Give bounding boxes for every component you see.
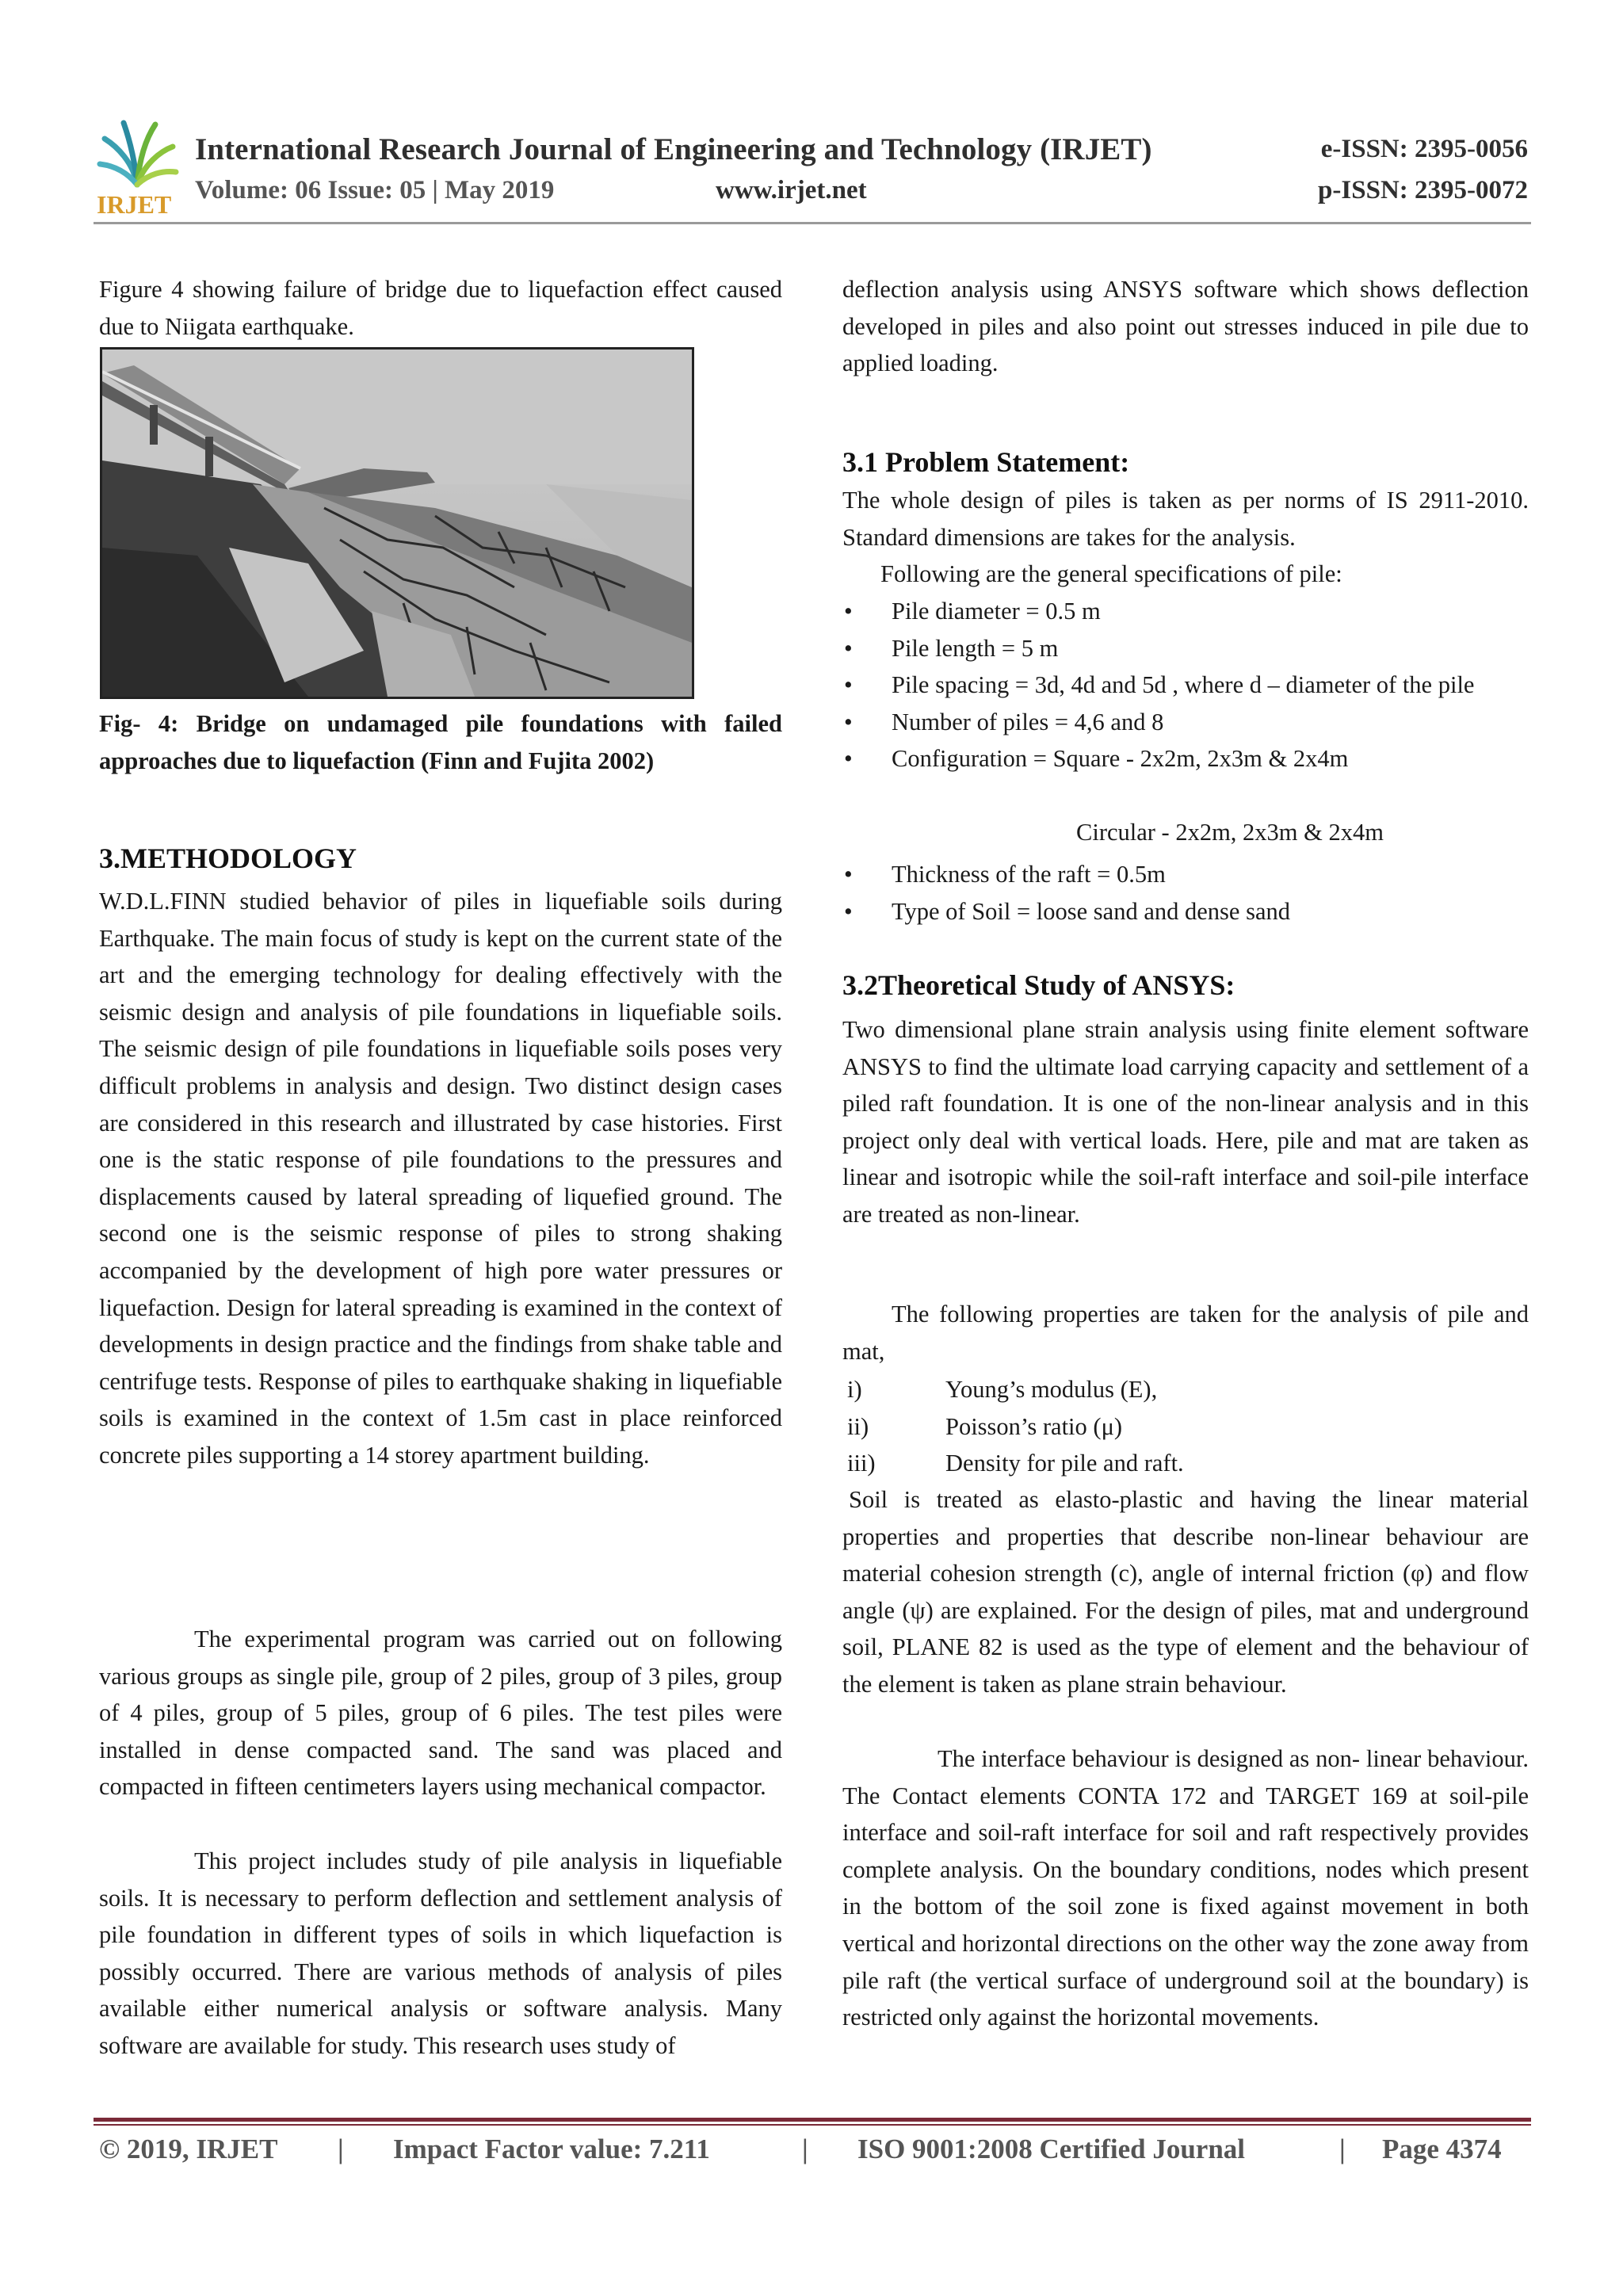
p-issn: p-ISSN: 2395-0072 xyxy=(1318,176,1528,204)
list-item: • Type of Soil = loose sand and dense sand xyxy=(842,893,1529,930)
list-item: i) Young’s modulus (E), xyxy=(847,1376,1158,1403)
specifications-intro: Following are the general specifications of pile: xyxy=(880,560,1342,587)
e-issn: e-ISSN: 2395-0056 xyxy=(1320,135,1528,163)
footer-copyright: © 2019, IRJET xyxy=(99,2134,278,2164)
list-item: • Pile spacing = 3d, 4d and 5d , where d – diameter of the pile xyxy=(842,667,1529,704)
journal-website-link[interactable]: www.irjet.net xyxy=(716,176,867,204)
list-item: • Pile diameter = 0.5 m xyxy=(842,593,1529,630)
footer-separator: | xyxy=(338,2134,344,2164)
ansys-heading: 3.2Theoretical Study of ANSYS: xyxy=(842,969,1235,1001)
configuration-circular: Circular - 2x2m, 2x3m & 2x4m xyxy=(1076,819,1384,846)
properties-list xyxy=(842,1371,1529,1482)
figure-4-caption: Fig- 4: Bridge on undamaged pile foundations with failed approaches due to liquefaction (Finn and Fujita 2002) xyxy=(99,710,782,774)
pile-specifications-list-continued xyxy=(842,856,1529,930)
list-item: • Configuration = Square - 2x2m, 2x3m & 2x4m xyxy=(842,740,1529,777)
list-item: • Pile length = 5 m xyxy=(842,630,1529,667)
footer-separator: | xyxy=(1339,2134,1346,2164)
ansys-paragraph-4: The interface behaviour is designed as non- linear behaviour. The Contact elements CONTA 172 and TARGET 169 at soil-pile interface and soil-raft interface for soil and raft respectively provides complete analysis. On the boundary conditions, nodes which present in the bottom of the soil zone is fixed against movement in both vertical and horizontal directions on the other way the zone away from pile raft (the vertical surface of underground soil at the boundary) is restricted only against the horizontal movements. xyxy=(842,1745,1529,2031)
pile-specifications-list xyxy=(842,593,1529,777)
continuation-paragraph: deflection analysis using ANSYS software which shows deflection developed in piles and also point out stresses induced in pile due to applied loading. xyxy=(842,276,1529,377)
footer-separator: | xyxy=(802,2134,808,2164)
methodology-paragraph-3: This project includes study of pile analysis in liquefiable soils. It is necessary to perform deflection and settlement analysis of pile foundation in different types of soils in which liquefaction is possibly occurred. There are various methods of analysis of piles available either numerical analysis or software analysis. Many software are available for study. This research uses study of xyxy=(99,1847,782,2059)
methodology-heading: 3.METHODOLOGY xyxy=(99,842,357,874)
svg-text:IRJET: IRJET xyxy=(97,190,172,218)
methodology-paragraph-2: The experimental program was carried out on following various groups as single pile, group of 2 piles, group of 3 piles, group of 4 piles, group of 5 piles, group of 6 piles. The test piles were installed in dense compacted sand. The sand was placed and compacted in fifteen centimeters layers using mechanical compactor. xyxy=(99,1626,782,1801)
list-item: ii) Poisson’s ratio (μ) xyxy=(847,1412,1123,1440)
ansys-paragraph-1: Two dimensional plane strain analysis using finite element software ANSYS to find the ultimate load carrying capacity and settlement of a piled raft foundation. It is one of the non-linear analysis and in this project only deal with vertical loads. Here, pile and mat are taken as linear and isotropic while the soil-raft interface and soil-pile interface are treated as non-linear. xyxy=(842,1016,1529,1228)
list-item: iii) Density for pile and raft. xyxy=(847,1450,1184,1477)
figure-4-bridge-photo xyxy=(100,347,694,699)
ansys-paragraph-2: The following properties are taken for the analysis of pile and mat, xyxy=(842,1301,1529,1365)
volume-issue: Volume: 06 Issue: 05 | May 2019 xyxy=(195,176,555,204)
list-item: • Thickness of the raft = 0.5m xyxy=(842,856,1529,893)
header-divider xyxy=(94,222,1531,224)
intro-paragraph: Figure 4 showing failure of bridge due to liquefaction effect caused due to Niigata earthquake. xyxy=(99,276,782,340)
problem-statement-paragraph: The whole design of piles is taken as per norms of IS 2911-2010. Standard dimensions are takes for the analysis. xyxy=(842,487,1529,551)
footer-page-number: Page 4374 xyxy=(1382,2134,1502,2164)
footer-impact-factor: Impact Factor value: 7.211 xyxy=(393,2134,710,2164)
journal-title: International Research Journal of Engineering and Technology (IRJET) xyxy=(195,132,1152,166)
list-item: • Number of piles = 4,6 and 8 xyxy=(842,704,1529,741)
methodology-paragraph-1: W.D.L.FINN studied behavior of piles in liquefiable soils during Earthquake. The main focus of study is kept on the current state of the art and the emerging technology for dealing effectively with the seismic design and analysis of pile foundations in liquefiable soils. The seismic design of pile foundations in liquefiable soils poses very difficult problems in analysis and design. Two distinct design cases are considered in this research and illustrated by case histories. First one is the static response of pile foundations to the pressures and displacements caused by lateral spreading of liquefied ground. The second one is the seismic response of piles to strong shaking accompanied by the development of high pore water pressures or liquefaction. Design for lateral spreading is examined in the context of developments in design practice and the findings from shake table and centrifuge tests. Response of piles to earthquake shaking in liquefiable soils is examined in the context of 1.5m cast in place reinforced concrete piles supporting a 14 storey apartment building. xyxy=(99,888,782,1469)
ansys-paragraph-3: Soil is treated as elasto-plastic and having the linear material properties and properties that describe non-linear behaviour are material cohesion strength (c), angle of internal friction (φ) and flow angle (ψ) are explained. For the design of piles, mat and underground soil, PLANE 82 is used as the type of element and the behaviour of the element is taken as plane strain behaviour. xyxy=(842,1486,1529,1698)
irjet-logo xyxy=(94,115,181,218)
problem-statement-heading: 3.1 Problem Statement: xyxy=(842,446,1130,478)
footer-divider xyxy=(94,2118,1531,2122)
footer-iso: ISO 9001:2008 Certified Journal xyxy=(857,2134,1246,2164)
footer-divider-thin xyxy=(94,2124,1531,2126)
